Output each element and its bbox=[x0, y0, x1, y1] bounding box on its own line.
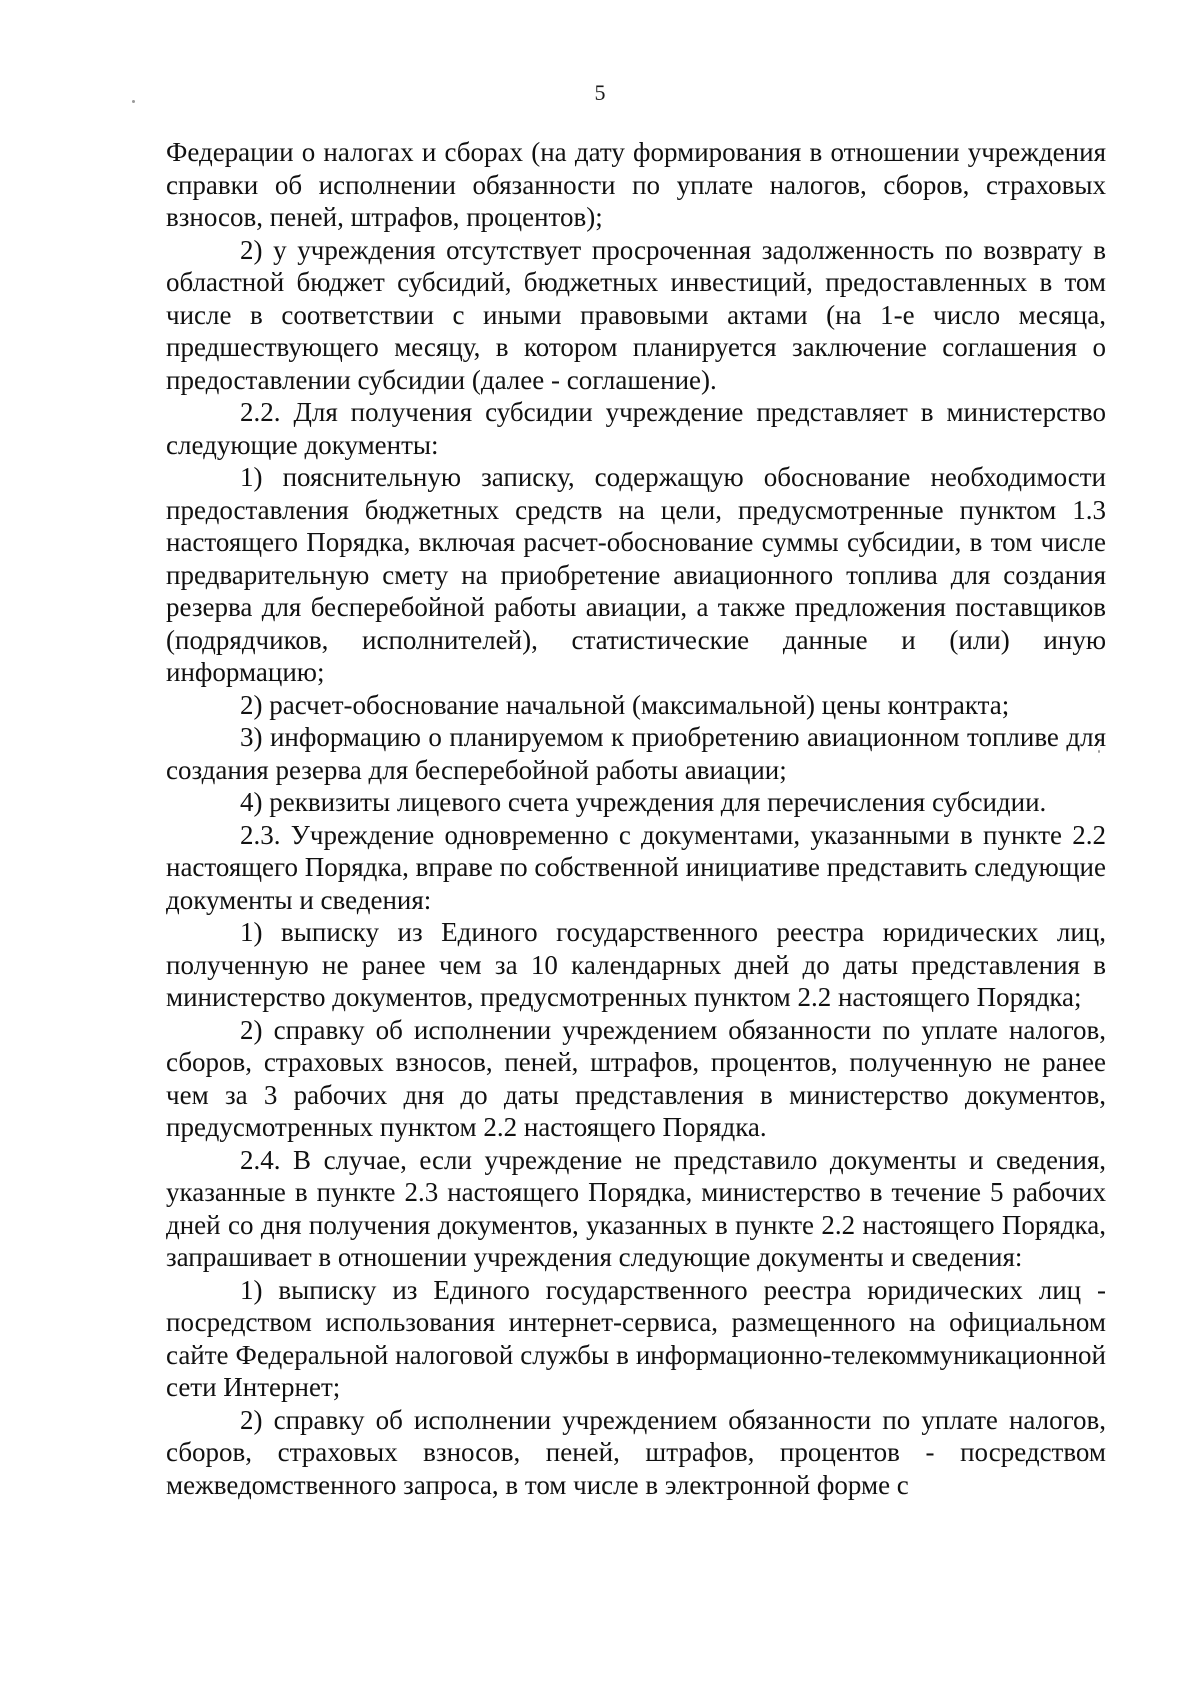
paragraph: 2) справку об исполнении учреждением обязанности по уплате налогов, сборов, страховых взносов, пеней, штрафов, процентов - посредством межведомственного запроса, в том числе в электронной форме с bbox=[166, 1404, 1106, 1500]
paragraph-section-2-2: 2.2. Для получения субсидии учреждение представляет в министерство следующие документы: bbox=[166, 397, 1106, 460]
document-body bbox=[166, 136, 1106, 1501]
paragraph: 1) пояснительную записку, содержащую обоснование необходимости предоставления бюджетных средств на цели, предусмотренные пунктом 1.3 настоящего Порядка, включая расчет-обоснование суммы субсидии, в том числе предварительную смету на приобретение авиационного топлива для создания резерва для бесперебойной работы авиации, а также предложения поставщиков (подрядчиков, исполнителей), статистические данные и (или) иную информацию; bbox=[166, 462, 1106, 687]
paragraph: 2) справку об исполнении учреждением обязанности по уплате налогов, сборов, страховых взносов, пеней, штрафов, процентов, полученную не ранее чем за 3 рабочих дня до даты представления в министерство документов, предусмотренных пунктом 2.2 настоящего Порядка. bbox=[166, 1014, 1106, 1142]
paragraph: 3) информацию о планируемом к приобретению авиационном топливе для создания резерва для бесперебойной работы авиации; bbox=[166, 722, 1106, 785]
paragraph: 1) выписку из Единого государственного реестра юридических лиц - посредством использования интернет-сервиса, размещенного на официальном сайте Федеральной налоговой службы в информационно-телекоммуникационной сети Интернет; bbox=[166, 1274, 1106, 1402]
paragraph: 4) реквизиты лицевого счета учреждения для перечисления субсидии. bbox=[240, 787, 1047, 817]
paragraph: 1) выписку из Единого государственного реестра юридических лиц, полученную не ранее чем за 10 календарных дней до даты представления в министерство документов, предусмотренных пунктом 2.2 настоящего Порядка; bbox=[166, 917, 1106, 1012]
page-number: 5 bbox=[594, 80, 606, 105]
paragraph-section-2-4: 2.4. В случае, если учреждение не представило документы и сведения, указанные в пункте 2.3 настоящего Порядка, министерство в течение 5 рабочих дней со дня получения документов, указанных в пункте 2.2 настоящего Порядка, запрашивает в отношении учреждения следующие документы и сведения: bbox=[166, 1144, 1106, 1272]
paragraph: 2) у учреждения отсутствует просроченная задолженность по возврату в областной бюджет субсидий, бюджетных инвестиций, предоставленных в том числе в соответствии с иными правовыми актами (на 1-е число месяца, предшествующего месяцу, в котором планируется заключение соглашения о предоставлении субсидии (далее - соглашение). bbox=[166, 234, 1106, 395]
paragraph-continued: Федерации о налогах и сборах (на дату формирования в отношении учреждения справки об исполнении обязанности по уплате налогов, сборов, страховых взносов, пеней, штрафов, процентов); bbox=[166, 137, 1106, 232]
paragraph: 2) расчет-обоснование начальной (максимальной) цены контракта; bbox=[240, 689, 1010, 720]
paragraph-section-2-3: 2.3. Учреждение одновременно с документами, указанными в пункте 2.2 настоящего Порядка, вправе по собственной инициативе представить следующие документы и сведения: bbox=[166, 819, 1106, 915]
